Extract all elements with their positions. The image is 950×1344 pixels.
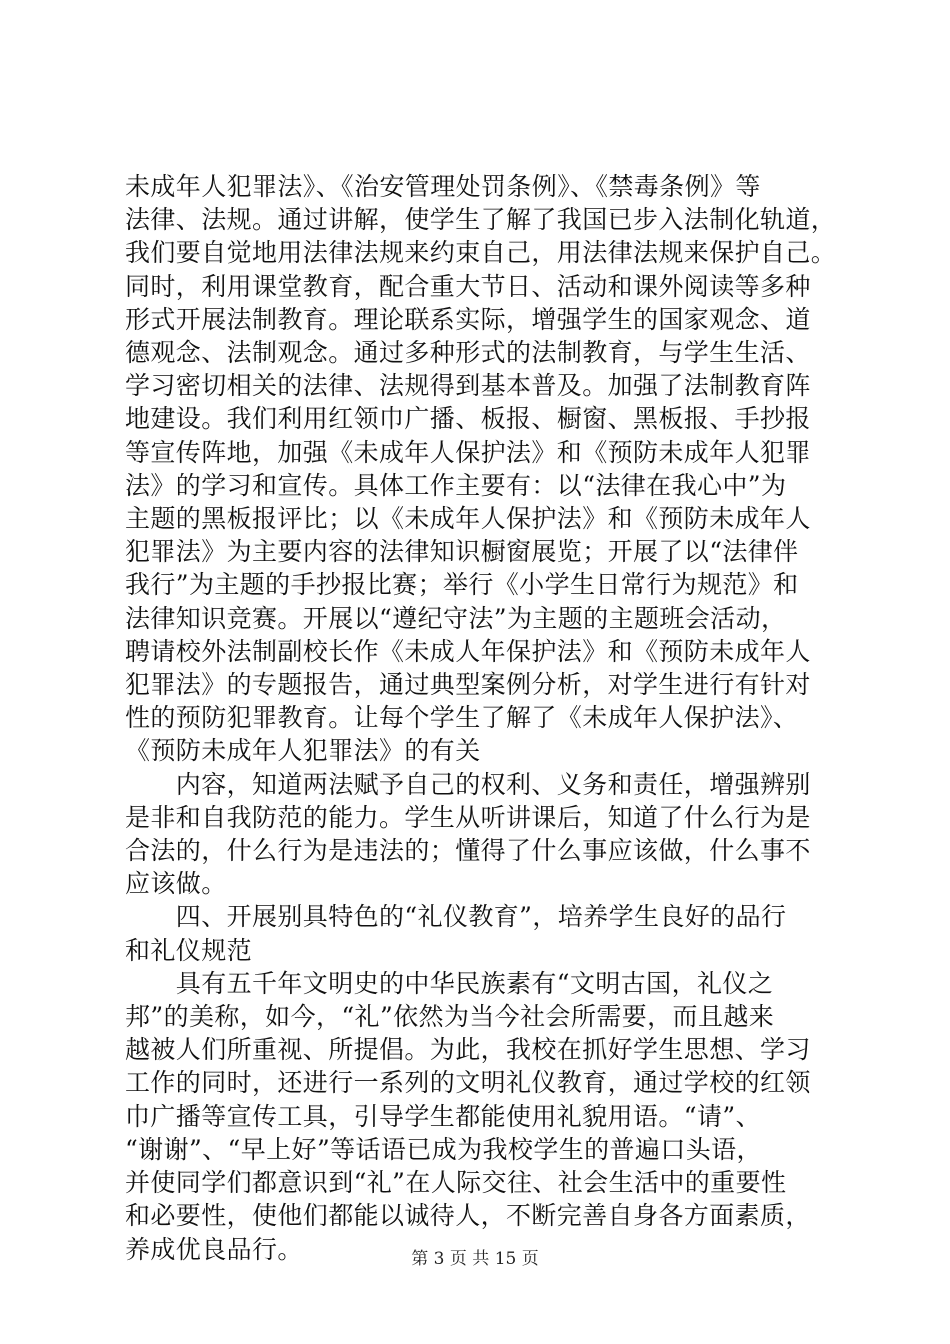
text-line: 地建设。我们利用红领巾广播、板报、橱窗、黑板报、手抄报 <box>125 404 811 434</box>
text-line: 同时，利用课堂教育，配合重大节日、活动和课外阅读等多种 <box>125 271 811 301</box>
text-line: 内容，知道两法赋予自己的权利、义务和责任，增强辨别 <box>125 769 811 799</box>
text-line: 邦”的美称，如今，“礼”依然为当今社会所需要，而且越来 <box>125 1002 775 1032</box>
text-line: 《预防未成年人犯罪法》的有关 <box>125 736 481 766</box>
text-line: “谢谢”、“早上好”等话语已成为我校学生的普遍口头语， <box>125 1134 762 1164</box>
text-line: 越被人们所重视、所提倡。为此，我校在抓好学生思想、学习 <box>125 1035 811 1065</box>
page-number-footer: 第 3 页 共 15 页 <box>411 1249 539 1269</box>
text-line: 形式开展法制教育。理论联系实际，增强学生的国家观念、道 <box>125 304 811 334</box>
section-heading-line: 和礼仪规范 <box>125 935 253 965</box>
text-line: 法律知识竞赛。开展以“遵纪守法”为主题的主题班会活动， <box>125 603 787 633</box>
text-line: 性的预防犯罪教育。让每个学生了解了《未成年人保护法》、 <box>125 703 799 733</box>
text-line: 工作的同时，还进行一系列的文明礼仪教育，通过学校的红领 <box>125 1068 811 1098</box>
text-line: 等宣传阵地，加强《未成年人保护法》和《预防未成年人犯罪 <box>125 437 811 467</box>
text-line: 法》的学习和宣传。具体工作主要有：以“法律在我心中”为 <box>125 470 787 500</box>
text-line: 犯罪法》的专题报告，通过典型案例分析，对学生进行有针对 <box>125 670 811 700</box>
text-line: 我们要自觉地用法律法规来约束自己，用法律法规来保护自己。 <box>125 238 837 268</box>
text-line: 学习密切相关的法律、法规得到基本普及。加强了法制教育阵 <box>125 371 811 401</box>
text-line: 德观念、法制观念。通过多种形式的法制教育，与学生生活、 <box>125 338 811 368</box>
text-line: 法律、法规。通过讲解，使学生了解了我国已步入法制化轨道， <box>125 205 837 235</box>
text-line: 犯罪法》为主要内容的法律知识橱窗展览；开展了以“法律伴 <box>125 537 799 567</box>
text-line: 养成优良品行。 <box>125 1234 303 1264</box>
text-line: 合法的，什么行为是违法的；懂得了什么事应该做，什么事不 <box>125 836 811 866</box>
text-line: 巾广播等宣传工具，引导学生都能使用礼貌用语。“请”、 <box>125 1101 761 1131</box>
text-line: 聘请校外法制副校长作《未成人年保护法》和《预防未成年人 <box>125 636 811 666</box>
text-line: 未成年人犯罪法》、《治安管理处罚条例》、《禁毒条例》等 <box>125 172 761 201</box>
text-line: 并使同学们都意识到“礼”在人际交往、社会生活中的重要性 <box>125 1168 787 1198</box>
text-line: 是非和自我防范的能力。学生从听讲课后，知道了什么行为是 <box>125 802 811 832</box>
text-line: 我行”为主题的手抄报比赛；举行《小学生日常行为规范》和 <box>125 570 799 600</box>
text-line: 具有五千年文明史的中华民族素有“文明古国，礼仪之 <box>125 968 774 998</box>
body-text <box>125 170 837 1266</box>
text-line: 应该做。 <box>125 869 227 899</box>
text-line: 主题的黑板报评比；以《未成年人保护法》和《预防未成年人 <box>125 504 811 534</box>
text-line: 和必要性，使他们都能以诚待人，不断完善自身各方面素质， <box>125 1201 811 1231</box>
section-heading-line: 四、开展别具特色的“礼仪教育”，培养学生良好的品行 <box>125 902 787 932</box>
